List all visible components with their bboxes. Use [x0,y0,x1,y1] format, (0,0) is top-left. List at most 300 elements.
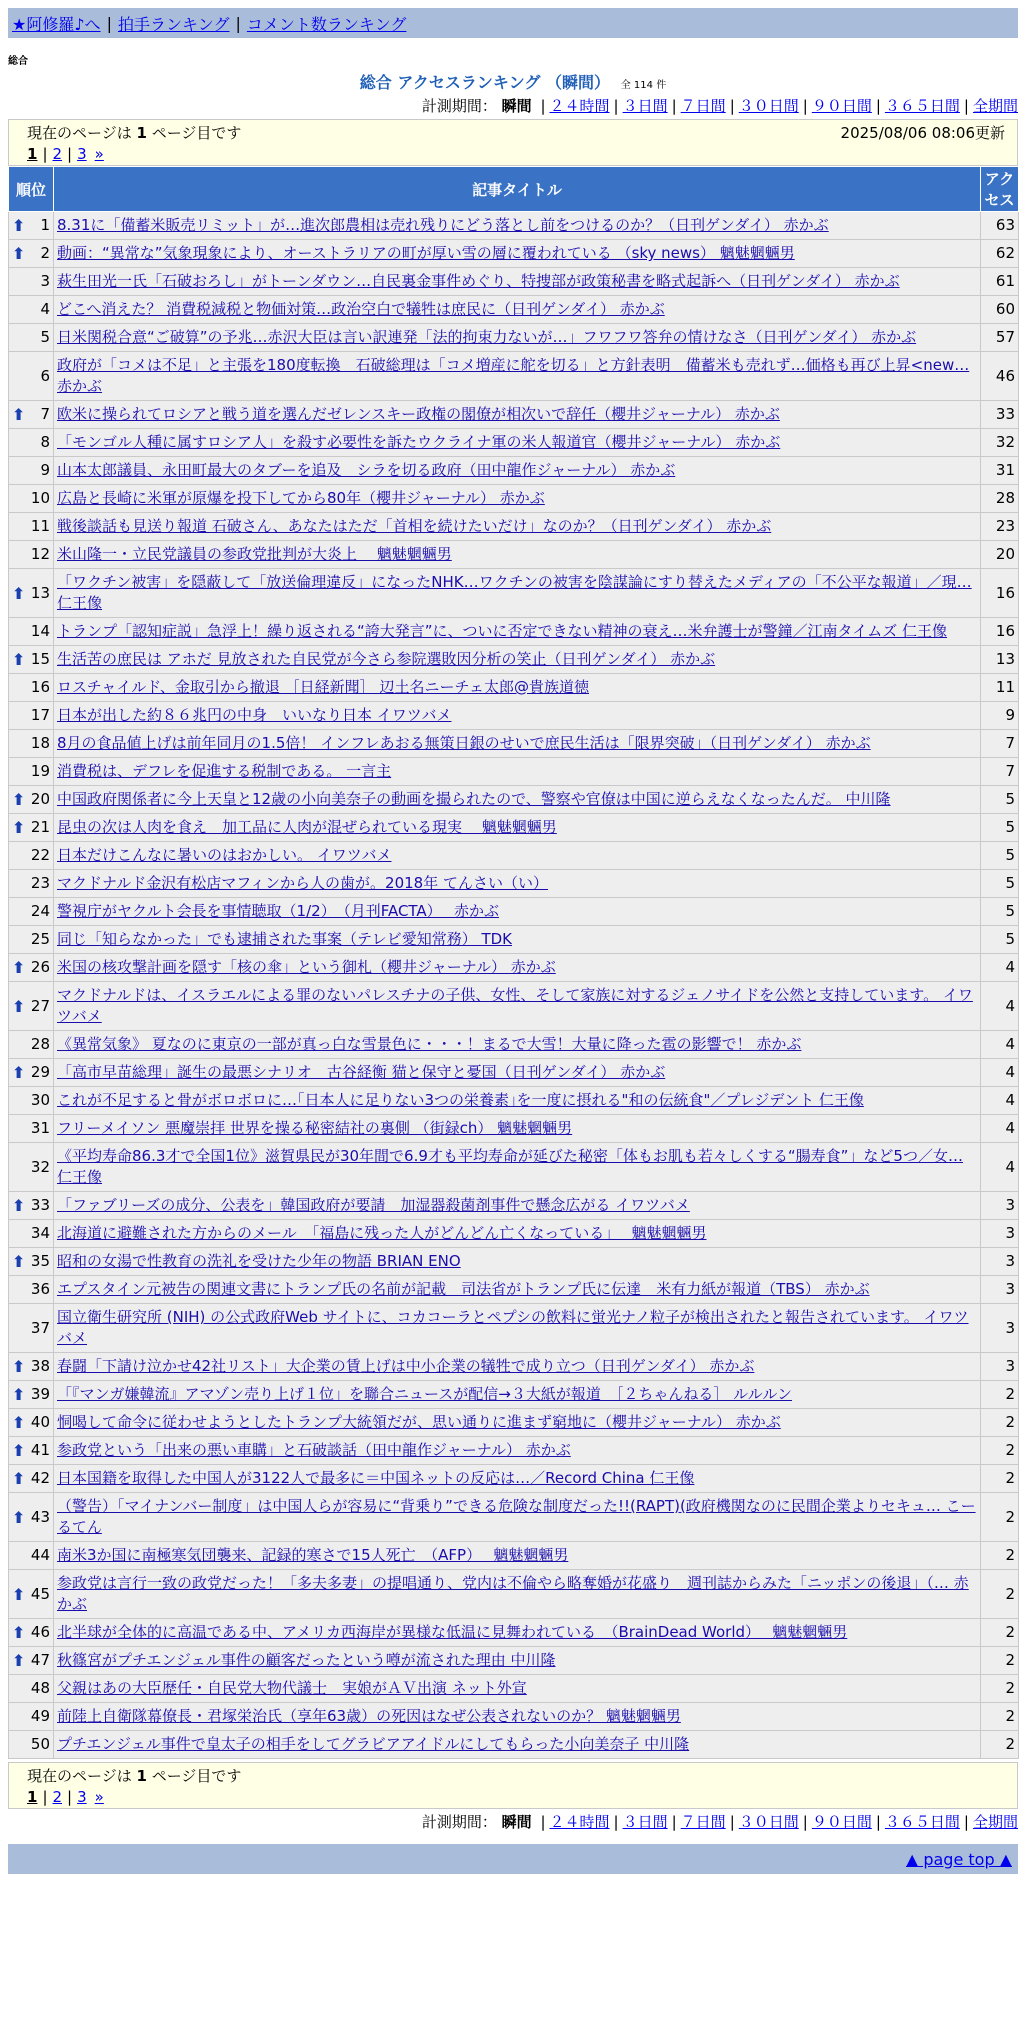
title-cell [54,1192,981,1220]
rank-number: 6 [40,366,50,385]
rank-number: 48 [30,1679,50,1697]
page-link-2[interactable]: 2 [52,145,63,163]
rank-cell [9,1703,54,1731]
rank-cell [9,541,54,569]
up-arrow-icon: ⬆ [12,1357,26,1376]
top-nav [8,8,1018,38]
article-link[interactable]: 前陸上自衛隊幕僚長・君塚栄治氏（享年63歳）の死因はなぜ公表されないのか？ 魑魅魍魎男 [57,1707,681,1725]
page-separator: | [67,1788,73,1806]
up-arrow-icon: ⬆ [12,1413,26,1432]
rank-number: 31 [30,1119,50,1137]
article-link[interactable]: 国立衛生研究所 (NIH) の公式政府Web サイトに、コカコーラとペプシの飲料に蛍光ナノ粒子が検出されたと報告されています。 イワツバメ [57,1308,969,1347]
table-row [9,1192,1019,1220]
period-link[interactable]: ７日間 [680,1813,726,1831]
article-link[interactable]: トランプ「認知症説」急浮上！繰り返される“誇大発言”に、ついに否定できない精神の衰え…米弁護士が警鐘／江南タイムズ 仁王像 [57,622,948,640]
up-arrow-icon: ⬆ [12,650,26,669]
rank-number: 8 [40,433,50,451]
table-row [9,1059,1019,1087]
table-row [9,1115,1019,1143]
table-row [9,898,1019,926]
title-cell [54,1381,981,1409]
up-arrow-icon: ⬆ [12,405,26,424]
access-count: 3 [981,1220,1019,1248]
rank-number: 46 [30,1623,50,1641]
page-separator: | [67,145,73,163]
rank-cell [9,1619,54,1647]
table-row [9,814,1019,842]
rank-number: 22 [30,846,50,864]
article-link[interactable]: 政府が「コメは不足」と主張を180度転換 石破総理は「コメ増産に舵を切る」と方針表明 備蓄米も売れず…価格も再び上昇<new… 赤かぶ [57,356,970,395]
title-cell [54,324,981,352]
title-cell [54,457,981,485]
rank-cell [9,898,54,926]
article-link[interactable]: 中国政府関係者に今上天皇と12歳の小向美奈子の動画を撮られたので、警察や官僚は中国に逆らえなくなったんだ。 中川隆 [57,790,891,808]
table-row [9,1220,1019,1248]
rank-cell [9,1087,54,1115]
article-link[interactable]: 同じ「知らなかった」でも逮捕された事案（テレビ愛知常務） TDK [57,930,513,948]
article-link[interactable]: 警視庁がヤクルト会長を事情聴取（1/2） （月刊FACTA） 赤かぶ [57,902,499,920]
rank-cell [9,1353,54,1381]
article-link[interactable]: エプスタイン元被告の関連文書にトランプ氏の名前が記載 司法省がトランプ氏に伝達 米有力紙が報道（TBS） 赤かぶ [57,1280,870,1298]
rank-number: 30 [30,1091,50,1109]
access-count: 3 [981,1353,1019,1381]
rank-cell [9,240,54,268]
pager-top [8,119,1018,166]
table-row [9,702,1019,730]
period-current: 瞬間 [501,97,532,115]
article-link[interactable]: 「『マンガ嫌韓流』アマゾン売り上げ１位」を聯合ニュースが配信→３大紙が報道 ［２ちゃんねる］ ルルルン [57,1385,793,1403]
period-link[interactable]: ３６５日間 [884,97,960,115]
rank-number: 37 [30,1318,50,1337]
article-link[interactable]: 萩生田光一氏「石破おろし」がトーンダウン…自民裏金事件めぐり、特捜部が政策秘書を略式起訴へ（日刊ゲンダイ） 赤かぶ [57,272,900,290]
rank-number: 5 [40,328,50,346]
rank-cell [9,646,54,674]
rank-number: 42 [30,1469,50,1487]
title-cell [54,352,981,401]
access-count: 31 [981,457,1019,485]
title-cell [54,569,981,618]
rank-cell [9,982,54,1031]
access-count: 2 [981,1675,1019,1703]
rank-number: 16 [30,678,50,696]
period-link[interactable]: ３０日間 [738,97,799,115]
article-link[interactable]: 日本だけこんなに暑いのはおかしい。 イワツバメ [57,846,392,864]
rank-cell [9,1570,54,1619]
article-link[interactable]: 「高市早苗総理」誕生の最悪シナリオ 古谷経衡 猫と保守と憂国（日刊ゲンダイ） 赤かぶ [57,1063,666,1081]
page-link-1[interactable]: 1 [27,1788,38,1806]
article-link[interactable]: 動画：“異常な”気象現象により、オーストラリアの町が厚い雪の層に覆われている （sky news） 魑魅魍魎男 [57,244,795,262]
rank-cell [9,268,54,296]
access-count: 2 [981,1619,1019,1647]
period-separator: | [540,1813,546,1831]
table-row [9,296,1019,324]
rank-number: 21 [30,818,50,836]
rank-number: 34 [30,1224,50,1242]
nav-separator: | [106,13,112,33]
next-page-link[interactable]: » [94,145,104,163]
title-cell [54,1031,981,1059]
access-count: 5 [981,926,1019,954]
page [8,8,1018,1874]
access-count: 57 [981,324,1019,352]
title-cell [54,1542,981,1570]
access-count: 46 [981,352,1019,401]
table-row [9,457,1019,485]
table-row [9,618,1019,646]
article-link[interactable]: プチエンジェル事件で皇太子の相手をしてグラビアアイドルにしてもらった小向美奈子 中川隆 [57,1735,690,1753]
article-link[interactable]: 《平均寿命86.3才で全国1位》滋賀県民が30年間で6.9才も平均寿命が延びた秘密「体もお肌も若々しくする“腸寿食”」など5つ／女… 仁王像 [57,1147,963,1186]
title-cell [54,1143,981,1192]
period-link[interactable]: ３日間 [622,1813,668,1831]
article-link[interactable]: 参政党という「出来の悪い車購」と石破談話（田中龍作ジャーナル） 赤かぶ [57,1441,571,1459]
period-separator: | [875,1813,881,1831]
page-link-3[interactable]: 3 [77,1788,87,1806]
title-cell [54,926,981,954]
access-count: 2 [981,1465,1019,1493]
rank-cell [9,1143,54,1192]
period-link[interactable]: ７日間 [680,97,726,115]
rank-number: 19 [30,762,50,780]
period-links [536,1813,1018,1831]
article-link[interactable]: マクドナルド金沢有松店マフィンから人の歯が。2018年 てんさい（い） [57,874,548,892]
access-count: 5 [981,842,1019,870]
page-link-1[interactable]: 1 [27,145,38,163]
access-count: 2 [981,1647,1019,1675]
title-cell [54,541,981,569]
up-arrow-icon: ⬆ [12,1196,26,1215]
table-row [9,401,1019,429]
up-arrow-icon: ⬆ [12,1385,26,1404]
table-row [9,1381,1019,1409]
rank-cell [9,842,54,870]
next-page-link[interactable]: » [94,1788,104,1806]
home-link[interactable]: ★阿修羅♪へ [12,14,101,34]
table-row [9,1248,1019,1276]
article-link[interactable]: 消費税は、デフレを促進する税制である。 一言主 [57,762,392,780]
table-row [9,1276,1019,1304]
updated-time: 2025/08/06 08:06更新 [840,124,1005,142]
table-row [9,1647,1019,1675]
access-count: 3 [981,1276,1019,1304]
table-row [9,730,1019,758]
title-cell [54,1703,981,1731]
rank-number: 7 [40,405,50,423]
table-row [9,842,1019,870]
period-separator: | [671,1813,677,1831]
up-arrow-icon: ⬆ [12,1469,26,1488]
rank-number: 9 [40,461,50,479]
rank-cell [9,926,54,954]
page-link-2[interactable]: 2 [52,1788,63,1806]
rank-number: 26 [30,958,50,976]
access-count: 4 [981,1115,1019,1143]
rank-cell [9,1304,54,1353]
article-link[interactable]: どこへ消えた？ 消費税減税と物価対策…政治空白で犠牲は庶民に（日刊ゲンダイ） 赤かぶ [57,300,665,318]
period-separator: | [540,97,546,115]
table-row [9,1304,1019,1353]
article-link[interactable]: 「ワクチン被害」を隠蔽して「放送倫理違反」になったNHK…ワクチンの被害を陰謀論にすり替えたメディアの「不公平な報道」／現… 仁王像 [57,573,972,612]
title-cell [54,618,981,646]
access-count: 16 [981,569,1019,618]
rank-cell [9,730,54,758]
rank-number: 43 [30,1507,50,1526]
access-count: 62 [981,240,1019,268]
table-row [9,1437,1019,1465]
table-row [9,1031,1019,1059]
rank-number: 35 [30,1252,50,1270]
access-count: 61 [981,268,1019,296]
up-arrow-icon: ⬆ [12,996,26,1016]
rank-cell [9,485,54,513]
table-row [9,1542,1019,1570]
rank-number: 27 [30,996,50,1015]
rank-cell [9,212,54,240]
article-link[interactable]: 春闘「下請け泣かせ42社リスト」大企業の賃上げは中小企業の犠牲で成り立つ（日刊ゲンダイ） 赤かぶ [57,1357,755,1375]
title-cell [54,1675,981,1703]
rank-cell [9,513,54,541]
period-link[interactable]: ２４時間 [549,1813,610,1831]
table-row [9,954,1019,982]
article-link[interactable]: 日米関税合意“ご破算”の予兆…赤沢大臣は言い訳連発「法的拘束力ないが…」フワフワ答弁の情けなさ（日刊ゲンダイ） 赤かぶ [57,328,917,346]
ranking-rows [9,212,1019,1759]
rank-number: 39 [30,1385,50,1403]
rank-cell [9,1731,54,1759]
article-link[interactable]: 8月の食品値上げは前年同月の1.5倍！ インフレあおる無策日銀のせいで庶民生活は「限界突破」（日刊ゲンダイ） 赤かぶ [57,734,871,752]
table-row [9,1087,1019,1115]
pagination [27,145,1005,163]
access-count: 9 [981,702,1019,730]
title-cell [54,485,981,513]
up-arrow-icon: ⬆ [12,1252,26,1271]
title-cell [54,429,981,457]
article-link[interactable]: 南米3か国に南極寒気団襲来、記録的寒さで15人死亡 （AFP） 魑魅魍魎男 [57,1546,569,1564]
title-cell [54,1465,981,1493]
access-count: 7 [981,758,1019,786]
rank-number: 10 [30,489,50,507]
period-link[interactable]: ２４時間 [549,97,610,115]
title-cell [54,1220,981,1248]
article-link[interactable]: 北半球が全体的に高温である中、アメリカ西海岸が異様な低温に見舞われている （BrainDead World） 魑魅魍魎男 [57,1623,848,1641]
title-cell [54,730,981,758]
rank-number: 18 [30,734,50,752]
article-link[interactable]: これが不足すると骨がボロボロに…｢日本人に足りない3つの栄養素｣を一度に摂れる"和の伝統食"／プレジデント 仁王像 [57,1091,864,1109]
title-cell [54,268,981,296]
rank-cell [9,618,54,646]
rank-number: 14 [30,622,50,640]
access-count: 5 [981,898,1019,926]
table-row [9,758,1019,786]
article-link[interactable]: 昆虫の次は人肉を食え 加工品に人肉が混ぜられている現実 魑魅魍魎男 [57,818,557,836]
access-count: 23 [981,513,1019,541]
table-row [9,1703,1019,1731]
title-cell [54,1493,981,1542]
rank-number: 32 [30,1157,50,1176]
page-separator: | [42,1788,48,1806]
period-label: 計測期間： [421,97,497,115]
article-link[interactable]: 生活苦の庶民は アホだ 見放された自民党が今さら参院選敗因分析の笑止（日刊ゲンダイ） 赤かぶ [57,650,716,668]
article-link[interactable]: 欧米に操られてロシアと戦う道を選んだゼレンスキー政権の閣僚が相次いで辞任（櫻井ジャーナル） 赤かぶ [57,405,780,423]
up-arrow-icon: ⬆ [12,1584,26,1604]
comment-ranking-link[interactable]: コメント数ランキング [246,14,407,34]
article-link[interactable]: 秋篠宮がプチエンジェル事件の顧客だったという噂が流された理由 中川隆 [57,1651,556,1669]
article-link[interactable]: 昭和の女湯で性教育の洗礼を受けた少年の物語 BRIAN ENO [57,1252,461,1270]
access-count: 5 [981,814,1019,842]
up-arrow-icon: ⬆ [12,1507,26,1527]
pagination [27,1788,1005,1806]
access-count: 4 [981,1143,1019,1192]
rank-cell [9,1542,54,1570]
title-cell [54,842,981,870]
table-row [9,870,1019,898]
title-cell [54,1115,981,1143]
period-separator: | [802,97,808,115]
table-row [9,513,1019,541]
article-link[interactable]: 日本国籍を取得した中国人が3122人で最多に＝中国ネットの反応は…／Record China 仁王像 [57,1469,695,1487]
table-row [9,429,1019,457]
title-cell [54,1059,981,1087]
period-link[interactable]: ９０日間 [811,97,872,115]
period-link[interactable]: 全期間 [972,97,1018,115]
article-link[interactable]: 8.31に「備蓄米販売リミット」が…進次郎農相は売れ残りにどう落とし前をつけるのか？（日刊ゲンダイ） 赤かぶ [57,216,829,234]
up-arrow-icon: ⬆ [12,1651,26,1670]
article-link[interactable]: 参政党は言行一致の政党だった！「多夫多妻」の提唱通り、党内は不倫やら略奪婚が花盛り 週刊誌からみた「ニッポンの後退」（… 赤かぶ [57,1574,969,1613]
rank-cell [9,296,54,324]
article-link[interactable]: 父親はあの大臣歴任・自民党大物代議士 実娘がＡＶ出演 ネット外宣 [57,1679,527,1697]
article-link[interactable]: 広島と長崎に米軍が原爆を投下してから80年（櫻井ジャーナル） 赤かぶ [57,489,545,507]
rank-cell [9,954,54,982]
header-rank: 順位 [9,167,54,212]
table-header-row [9,167,1019,212]
table-row [9,1570,1019,1619]
period-link[interactable]: ３日間 [622,97,668,115]
access-count: 5 [981,870,1019,898]
rank-cell [9,1220,54,1248]
period-link[interactable]: ３０日間 [738,1813,799,1831]
rank-number: 50 [30,1735,50,1753]
rank-cell [9,324,54,352]
rank-cell [9,702,54,730]
period-link[interactable]: ３６５日間 [884,1813,960,1831]
access-count: 2 [981,1437,1019,1465]
title-cell [54,401,981,429]
period-separator: | [963,97,969,115]
table-row [9,212,1019,240]
title-cell [54,982,981,1031]
article-link[interactable]: （警告）「マイナンバー制度」は中国人らが容易に“背乗り”できる危険な制度だった!!(RAPT)(政府機関なのに民間企業よりセキュ… こーるてん [57,1497,976,1536]
title-cell [54,646,981,674]
access-count: 3 [981,1192,1019,1220]
title-cell [54,758,981,786]
access-count: 20 [981,541,1019,569]
rank-cell [9,674,54,702]
period-separator: | [613,97,619,115]
rank-cell [9,401,54,429]
period-link[interactable]: 全期間 [972,1813,1018,1831]
title-cell [54,1276,981,1304]
rank-cell [9,1675,54,1703]
article-link[interactable]: 北海道に避難された方からのメール 「福島に残った人がどんどん亡くなっている」 魑魅魍魎男 [57,1224,707,1242]
article-link[interactable]: 戦後談話も見送り報道 石破さん、あなたはただ「首相を続けたいだけ」なのか？（日刊ゲンダイ） 赤かぶ [57,517,772,535]
article-link[interactable]: 「ファブリーズの成分、公表を」韓国政府が要請 加湿器殺菌剤事件で懸念広がる イワツバメ [57,1196,690,1214]
table-row [9,268,1019,296]
rank-number: 20 [30,790,50,808]
access-count: 4 [981,982,1019,1031]
rank-cell [9,1647,54,1675]
period-link[interactable]: ９０日間 [811,1813,872,1831]
rank-number: 36 [30,1280,50,1298]
table-row [9,1731,1019,1759]
period-current: 瞬間 [501,1813,532,1831]
up-arrow-icon: ⬆ [12,958,26,977]
title-cell [54,240,981,268]
total-count: 全 114 件 [620,80,667,91]
page-title: 総合 アクセスランキング （瞬間） [359,73,610,92]
rank-number: 15 [30,650,50,668]
access-count: 16 [981,618,1019,646]
title-cell [54,1619,981,1647]
applause-ranking-link[interactable]: 拍手ランキング [117,14,230,34]
article-link[interactable]: 米山隆一・立民党議員の参政党批判が大炎上 魑魅魍魎男 [57,545,452,563]
table-row [9,674,1019,702]
rank-number: 24 [30,902,50,920]
article-link[interactable]: 恫喝して命令に従わせようとしたトランプ大統領だが、思い通りに進まず窮地に（櫻井ジャーナル） 赤かぶ [57,1413,781,1431]
rank-number: 41 [30,1441,50,1459]
rank-number: 28 [30,1035,50,1053]
rank-number: 23 [30,874,50,892]
footer-bar [8,1844,1018,1874]
page-link-3[interactable]: 3 [77,145,87,163]
rank-cell [9,457,54,485]
header-access: アクセス [981,167,1019,212]
period-label: 計測期間： [421,1813,497,1831]
access-count: 2 [981,1731,1019,1759]
article-link[interactable]: フリーメイソン 悪魔崇拝 世界を操る秘密結社の裏側 （街録ch） 魑魅魍魎男 [57,1119,573,1137]
title-cell [54,674,981,702]
article-link[interactable]: 「モンゴル人種に属すロシア人」を殺す必要性を訴たウクライナ軍の米人報道官（櫻井ジャーナル） 赤かぶ [57,433,781,451]
article-link[interactable]: ロスチャイルド、金取引から撤退 ［日経新聞］ 辺土名ニーチェ太郎@貴族道徳 [57,678,589,696]
pager-bottom [8,1762,1018,1809]
access-count: 4 [981,954,1019,982]
title-cell [54,870,981,898]
article-link[interactable]: 日本が出した約８６兆円の中身 いいなり日本 イワツバメ [57,706,452,724]
access-count: 2 [981,1409,1019,1437]
access-count: 5 [981,786,1019,814]
period-links [536,97,1018,115]
table-row [9,982,1019,1031]
page-top-link[interactable]: ▲ page top ▲ [905,1849,1012,1869]
article-link[interactable]: マクドナルドは、イスラエルによる罪のないパレスチナの子供、女性、そして家族に対するジェノサイドを公然と支持しています。 イワツバメ [57,986,973,1025]
up-arrow-icon: ⬆ [12,583,26,603]
period-separator: | [613,1813,619,1831]
rank-cell [9,1248,54,1276]
rank-cell [9,1437,54,1465]
table-row [9,786,1019,814]
nav-separator: | [235,13,241,33]
access-count: 3 [981,1304,1019,1353]
rank-cell [9,814,54,842]
article-link[interactable]: 山本太郎議員、永田町最大のタブーを追及 シラを切る政府（田中龍作ジャーナル） 赤かぶ [57,461,676,479]
period-separator: | [671,97,677,115]
up-arrow-icon: ⬆ [12,1623,26,1642]
page-separator: | [42,145,48,163]
access-count: 63 [981,212,1019,240]
rank-cell [9,786,54,814]
page-status: 現在のページは 1 ページ目です [27,1767,242,1785]
article-link[interactable]: 米国の核攻撃計画を隠す「核の傘」という御札（櫻井ジャーナル） 赤かぶ [57,958,556,976]
rank-cell [9,1493,54,1542]
article-link[interactable]: 《異常気象》 夏なのに東京の一部が真っ白な雪景色に・・・！まるで大雪！大量に降った雹の影響で！ 赤かぶ [57,1035,802,1053]
access-count: 3 [981,1248,1019,1276]
